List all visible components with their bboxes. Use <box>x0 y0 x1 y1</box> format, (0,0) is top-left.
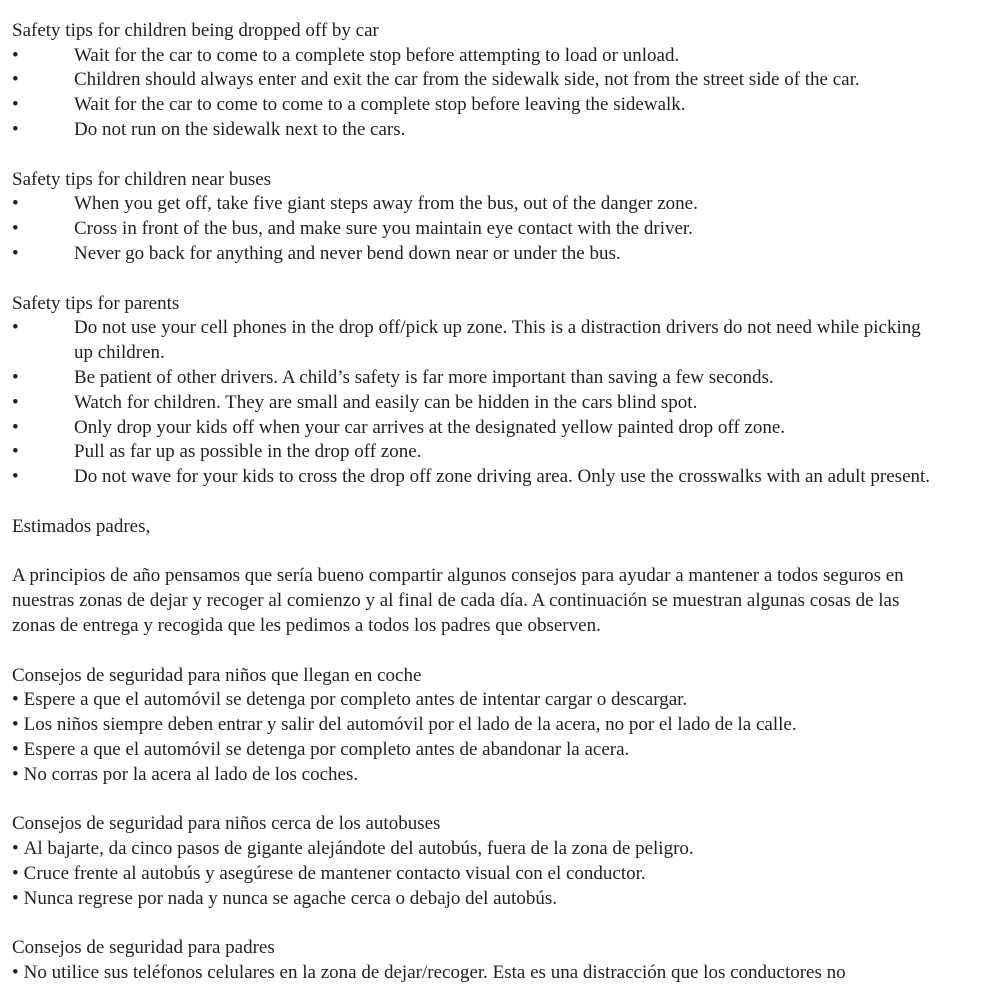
bullet-icon: • <box>12 714 19 736</box>
list-item-text: Wait for the car to come to a complete stop before attempting to load or unload. <box>74 44 680 66</box>
list-item <box>12 416 932 441</box>
bullet-icon: • <box>12 962 19 984</box>
list-item-text: Espere a que el automóvil se detenga por completo antes de intentar cargar o descargar. <box>23 689 688 711</box>
spacer <box>12 490 932 515</box>
spacer <box>12 911 932 936</box>
list-item <box>12 862 932 887</box>
bullet-icon: • <box>12 44 19 66</box>
coche-tips-list <box>12 688 932 787</box>
list-item <box>12 242 932 267</box>
bullet-icon: • <box>12 317 19 339</box>
bullet-icon: • <box>12 887 19 909</box>
bullet-icon: • <box>12 69 19 91</box>
bullet-icon: • <box>12 242 19 264</box>
document-page <box>12 0 932 986</box>
bullet-icon: • <box>12 838 19 860</box>
intro-paragraph: A principios de año pensamos que sería bueno compartir algunos consejos para ayudar a mantener a todos seguros en nuestras zonas de dejar y recoger al comienzo y al final de cada día. A continuación se muestran algunas cosas de las zonas de entrega y recogida que les pedimos a todos los padres que observen. <box>12 565 904 636</box>
list-item <box>12 192 932 217</box>
list-item <box>12 316 932 366</box>
list-item-text: Espere a que el automóvil se detenga por completo antes de abandonar la acera. <box>23 738 630 760</box>
list-item-text: Cruce frente al autobús y asegúrese de mantener contacto visual con el conductor. <box>23 862 646 884</box>
parent-tips-list <box>12 316 932 490</box>
list-item-text: Never go back for anything and never bend down near or under the bus. <box>74 242 621 264</box>
bullet-icon: • <box>12 416 19 438</box>
list-item <box>12 44 932 69</box>
list-item <box>12 93 932 118</box>
list-item-text: Los niños siempre deben entrar y salir del automóvil por el lado de la acera, no por el lado de la calle. <box>23 714 797 736</box>
list-item <box>12 391 932 416</box>
list-item <box>12 217 932 242</box>
bullet-icon: • <box>12 441 19 463</box>
bullet-icon: • <box>12 689 19 711</box>
bullet-icon: • <box>12 193 19 215</box>
list-item <box>12 961 932 986</box>
section-heading-coche: Consejos de seguridad para niños que llegan en coche <box>12 664 422 686</box>
list-item-text: Wait for the car to come to come to a complete stop before leaving the sidewalk. <box>74 94 686 116</box>
bus-tips-list <box>12 192 932 266</box>
bullet-icon: • <box>12 94 19 116</box>
list-item-text: Be patient of other drivers. A child’s safety is far more important than saving a few seconds. <box>74 366 774 388</box>
section-heading-autobuses: Consejos de seguridad para niños cerca de los autobuses <box>12 813 441 835</box>
spacer <box>12 0 932 19</box>
list-item-text: Pull as far up as possible in the drop off zone. <box>74 441 422 463</box>
list-item-text: No utilice sus teléfonos celulares en la zona de dejar/recoger. Esta es una distracción que los conductores no <box>23 962 846 984</box>
spacer <box>12 267 932 292</box>
list-item-text: Watch for children. They are small and easily can be hidden in the cars blind spot. <box>74 391 698 413</box>
list-item-text: Do not use your cell phones in the drop off/pick up zone. This is a distraction drivers do not need while picking up children. <box>74 317 921 364</box>
bullet-icon: • <box>12 738 19 760</box>
list-item <box>12 887 932 912</box>
list-item-text: Do not wave for your kids to cross the drop off zone driving area. Only use the crosswalks with an adult present. <box>74 466 931 488</box>
list-item <box>12 465 932 490</box>
spacer <box>12 540 932 565</box>
bullet-icon: • <box>12 763 19 785</box>
list-item <box>12 738 932 763</box>
bullet-icon: • <box>12 366 19 388</box>
autobus-tips-list <box>12 837 932 911</box>
bullet-icon: • <box>12 118 19 140</box>
list-item <box>12 688 932 713</box>
section-heading-buses: Safety tips for children near buses <box>12 168 272 190</box>
list-item <box>12 837 932 862</box>
list-item <box>12 118 932 143</box>
list-item-text: Children should always enter and exit the car from the sidewalk side, not from the street side of the car. <box>74 69 860 91</box>
list-item-text: Nunca regrese por nada y nunca se agache cerca o debajo del autobús. <box>23 887 557 909</box>
list-item <box>12 440 932 465</box>
list-item <box>12 68 932 93</box>
bullet-icon: • <box>12 862 19 884</box>
spacer <box>12 639 932 664</box>
greeting: Estimados padres, <box>12 515 151 537</box>
section-heading-padres: Consejos de seguridad para padres <box>12 937 275 959</box>
list-item-text: Al bajarte, da cinco pasos de gigante alejándote del autobús, fuera de la zona de peligro. <box>23 838 694 860</box>
bullet-icon: • <box>12 391 19 413</box>
list-item <box>12 366 932 391</box>
list-item-text: Only drop your kids off when your car arrives at the designated yellow painted drop off zone. <box>74 416 786 438</box>
list-item <box>12 713 932 738</box>
bullet-icon: • <box>12 466 19 488</box>
spacer <box>12 788 932 813</box>
section-heading-car-dropoff: Safety tips for children being dropped off by car <box>12 19 379 41</box>
list-item-text: No corras por la acera al lado de los coches. <box>23 763 359 785</box>
list-item-text: Do not run on the sidewalk next to the cars. <box>74 118 406 140</box>
list-item <box>12 763 932 788</box>
bullet-icon: • <box>12 218 19 240</box>
section-heading-parents: Safety tips for parents <box>12 292 180 314</box>
car-dropoff-tips-list <box>12 44 932 143</box>
list-item-text: Cross in front of the bus, and make sure you maintain eye contact with the driver. <box>74 218 693 240</box>
spacer <box>12 143 932 168</box>
list-item-text: When you get off, take five giant steps away from the bus, out of the danger zone. <box>74 193 698 215</box>
